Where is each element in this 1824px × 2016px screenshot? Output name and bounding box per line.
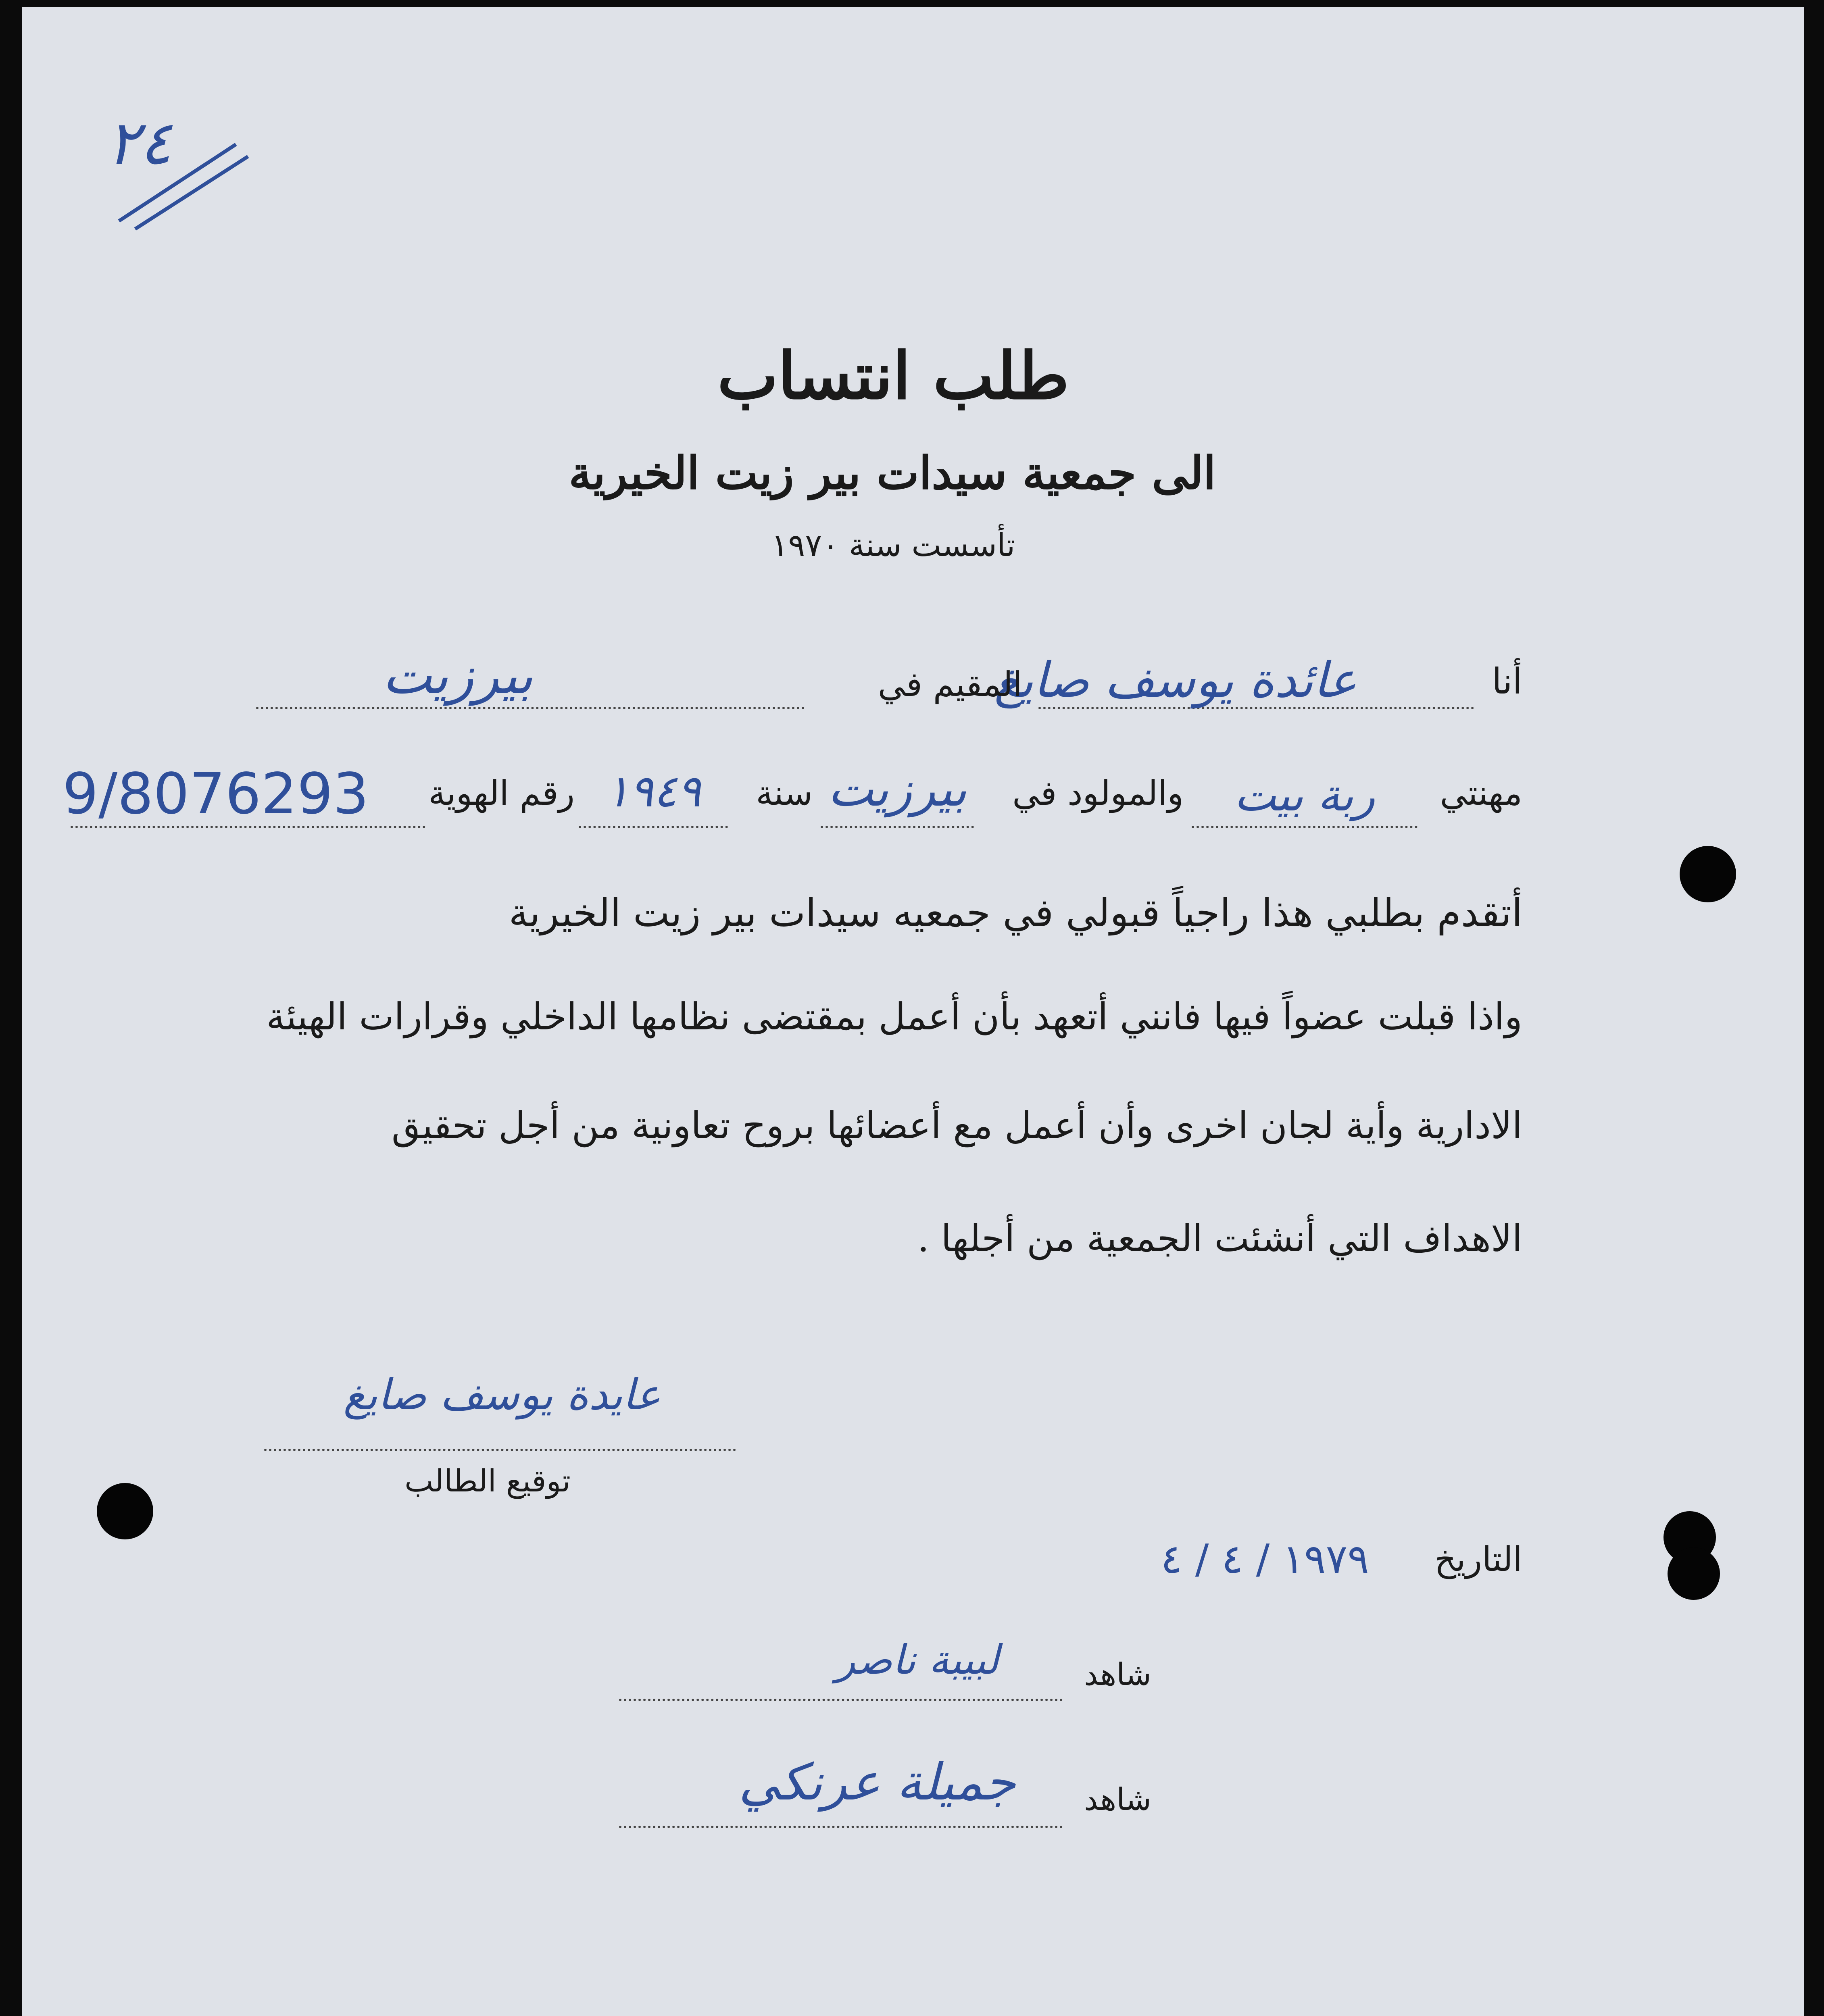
witness-signature-1: لبيبة ناصر (836, 1636, 999, 1683)
punch-hole-right-upper (1680, 846, 1736, 902)
signature-line (264, 1449, 736, 1451)
birthyear-line (579, 826, 728, 828)
applicant-name: عائدة يوسف صايغ (994, 652, 1357, 708)
residence-line (256, 707, 805, 709)
witness-signature-2: جميلة عرنكي (738, 1753, 1016, 1812)
witness-label-2: شاهد (1084, 1781, 1151, 1817)
body-line-3: الادارية وأية لجان اخرى وأن أعمل مع أعضائها بروح تعاونية من أجل تحقيق (391, 1104, 1522, 1147)
form-subtitle: الى جمعية سيدات بير زيت الخيرية (569, 447, 1216, 500)
form-title: طلب انتساب (717, 338, 1069, 414)
punch-hole-right-lower-b (1668, 1547, 1720, 1600)
punch-hole-left (97, 1483, 153, 1539)
body-line-4: الاهداف التي أنشئت الجمعية من أجلها . (917, 1217, 1522, 1260)
date-value: ١٩٧٩ / ٤ / ٤ (1161, 1535, 1369, 1583)
founded-year: تأسست سنة ١٩٧٠ (771, 527, 1015, 564)
label-ana: أنا (1492, 660, 1522, 702)
folio-strike-marks (103, 128, 256, 233)
witness-label-1: شاهد (1084, 1656, 1151, 1692)
id-number-value: 9/8076293 (63, 761, 369, 827)
label-id-number: رقم الهوية (428, 773, 575, 813)
signature-label: توقيع الطالب (404, 1463, 571, 1499)
body-line-1: أتقدم بطلبي هذا راجياً قبولي في جمعيه سيدات بير زيت الخيرية (509, 890, 1522, 935)
label-born-in: والمولود في (1012, 773, 1184, 813)
label-year: سنة (756, 773, 813, 813)
birthyear-value: ١٩٤٩ (605, 765, 701, 817)
date-label: التاريخ (1434, 1539, 1522, 1579)
document-page (22, 7, 1804, 2016)
birthplace-value: بيرزيت (828, 761, 967, 817)
profession-value: ربة بيت (1234, 769, 1375, 821)
birthplace-line (821, 826, 974, 828)
profession-line (1192, 826, 1418, 828)
residence-value: بيرزيت (382, 644, 533, 706)
label-resident-in: المقيم في (878, 664, 1022, 704)
body-line-2: واذا قبلت عضواً فيها فانني أتعهد بأن أعمل بمقتضى نظامها الداخلي وقرارات الهيئة (266, 995, 1522, 1038)
witness-line-2 (619, 1826, 1063, 1828)
witness-line-1 (619, 1699, 1063, 1701)
folio-number: ٢٤ (107, 108, 172, 178)
applicant-signature: عايدة يوسف صايغ (343, 1370, 661, 1419)
label-profession: مهنتي (1440, 773, 1522, 813)
